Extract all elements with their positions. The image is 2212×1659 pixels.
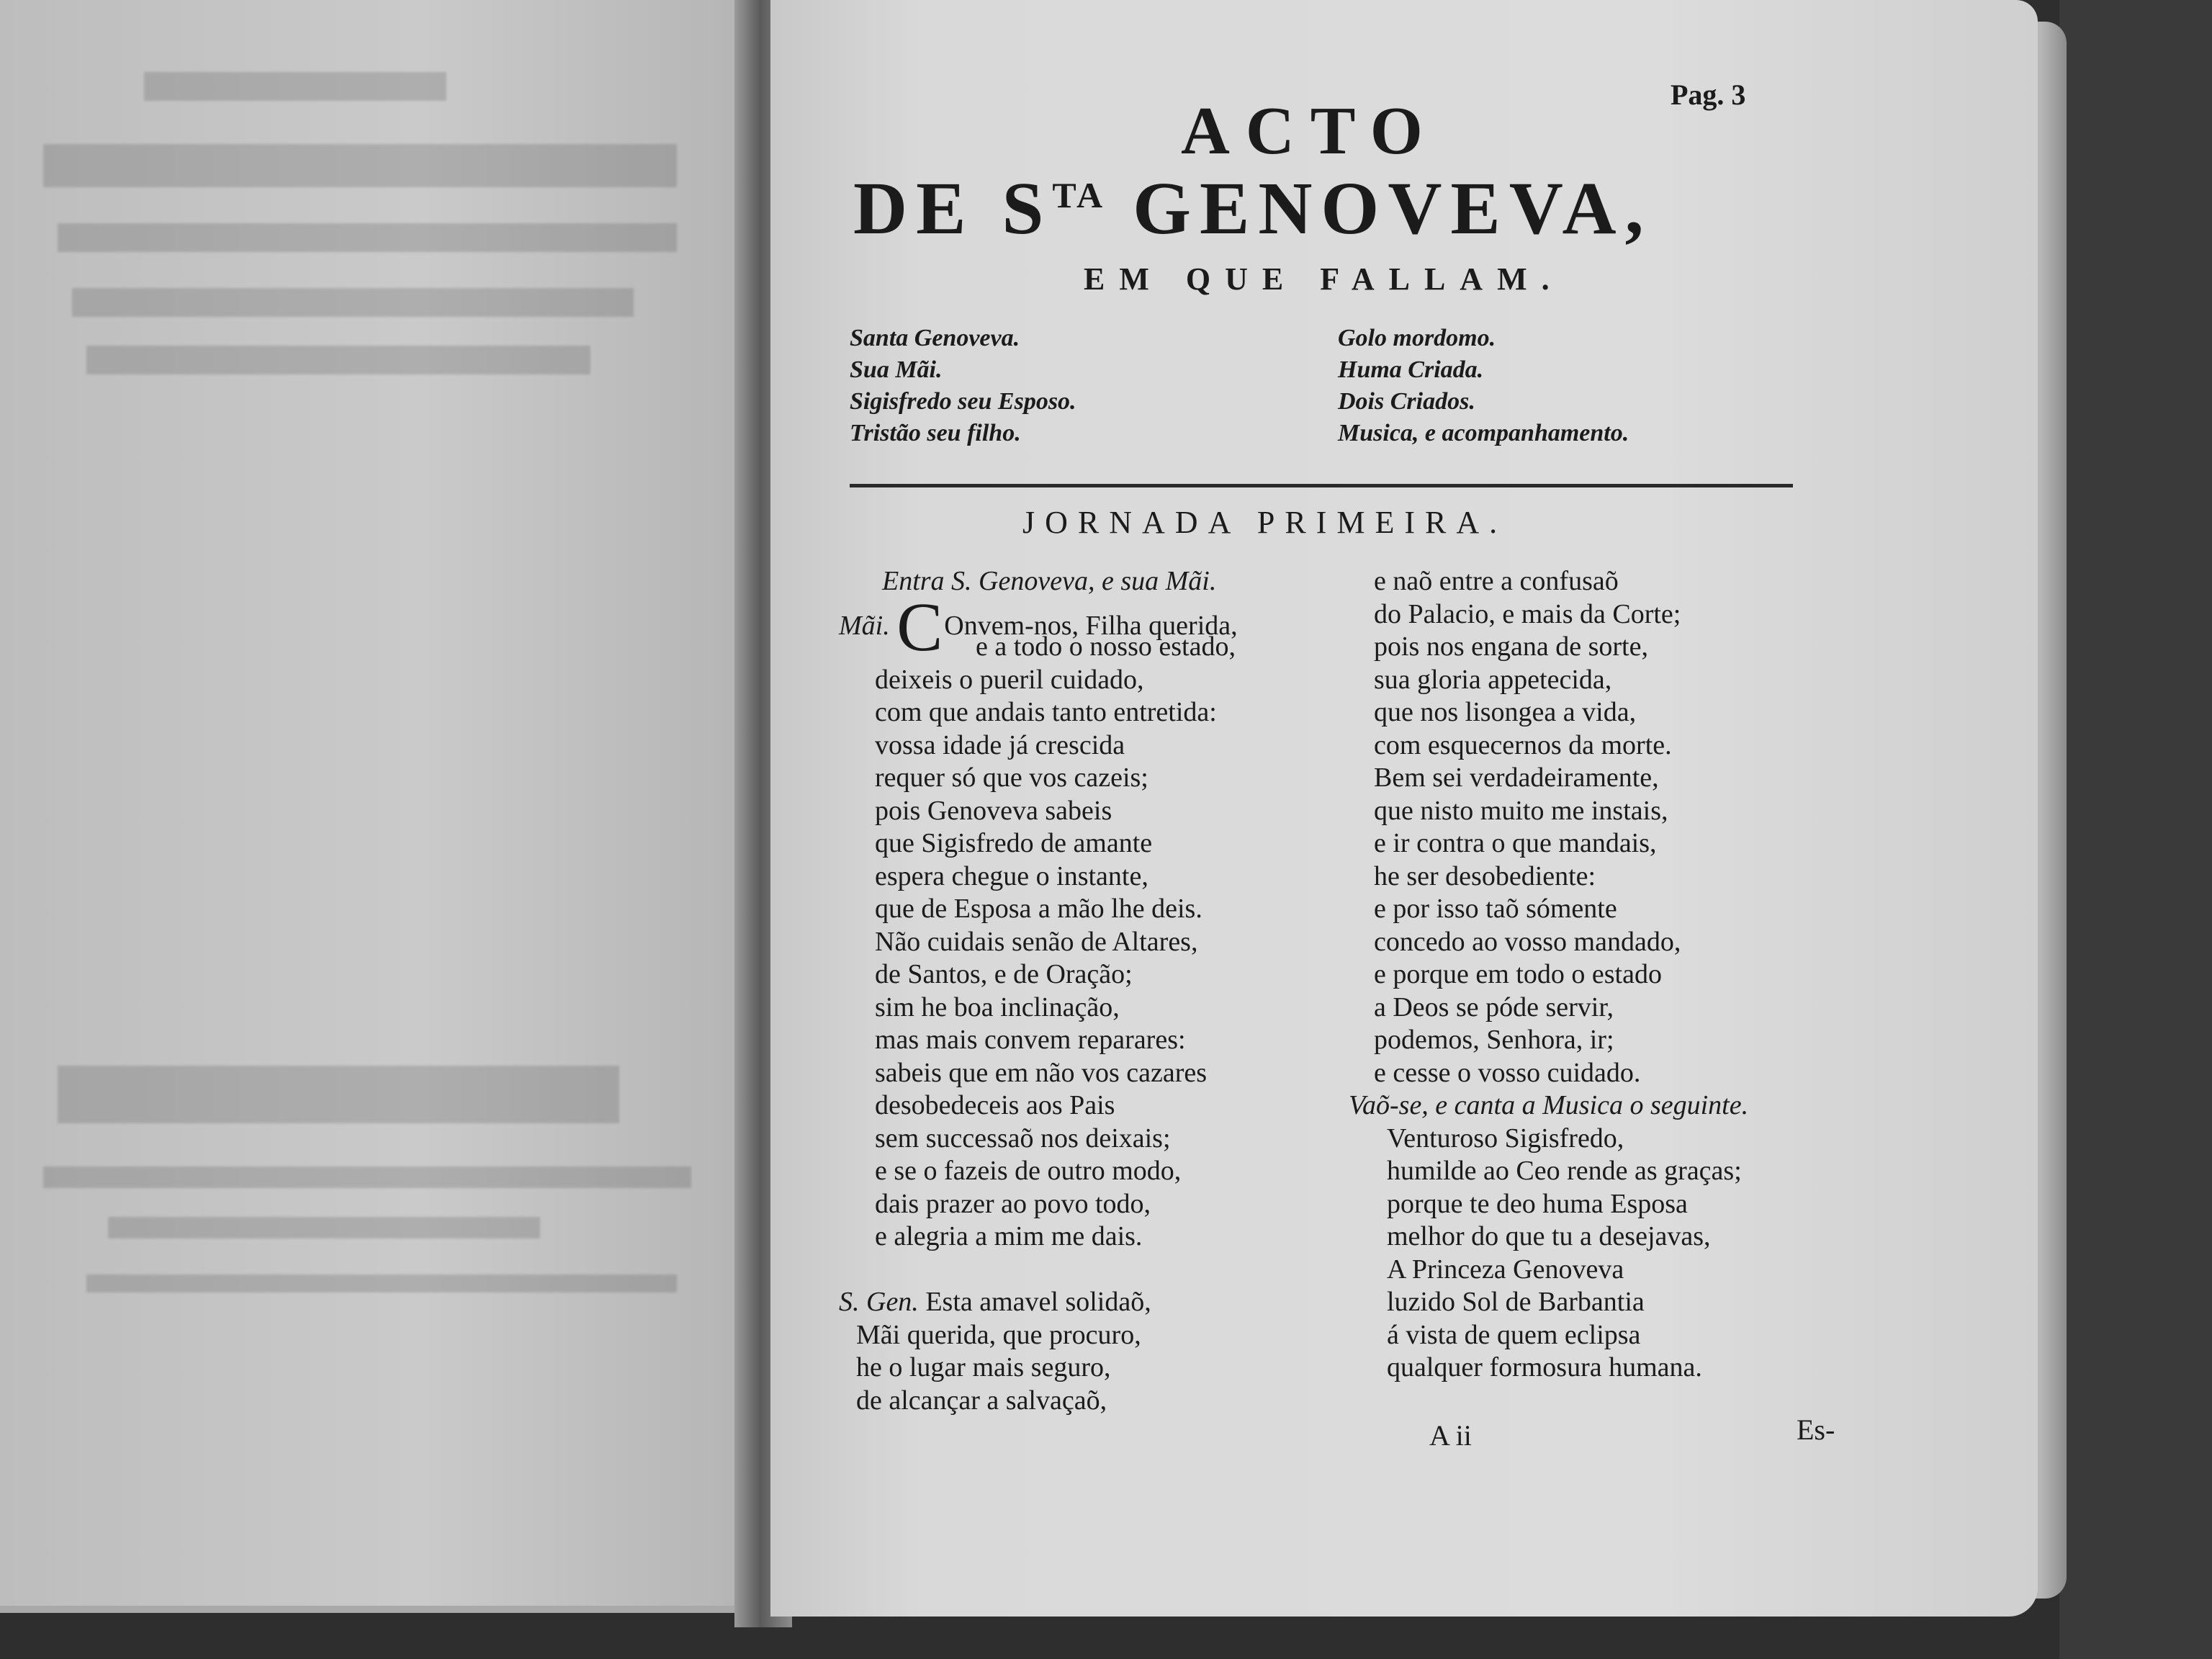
verse-line: com que andais tanto entretida: (875, 697, 1217, 727)
verse-line: sabeis que em não vos cazares (875, 1057, 1208, 1088)
verse-line: Bem sei verdadeiramente, (1374, 763, 1659, 793)
verse-line: desobedeceis aos Pais (875, 1090, 1115, 1120)
cast-item: Santa Genoveva. (850, 325, 1020, 351)
table-surface (2059, 0, 2212, 1659)
verse-line: de alcançar a salvaçaõ, (856, 1385, 1107, 1416)
title-line-2: DE $S^{TA}$ GENOVEVA, (853, 167, 1653, 250)
verse-line: que Sigisfredo de amante (875, 828, 1153, 858)
catchword: Es- (1797, 1413, 1835, 1446)
verse-line: pois Genoveva sabeis (875, 795, 1112, 826)
verse-line: e naõ entre a confusaõ (1374, 566, 1619, 596)
cast-item: Dois Criados. (1338, 388, 1475, 415)
verse-line: Não cuidais senão de Altares, (875, 926, 1198, 957)
title-line-1: ACTO (1181, 94, 1439, 168)
verse-line: vossa idade já crescida (875, 729, 1125, 760)
verse-line: e se o fazeis de outro modo, (875, 1156, 1182, 1186)
verse-line: A Princeza Genoveva (1387, 1254, 1624, 1285)
verse-line: he o lugar mais seguro, (856, 1352, 1111, 1382)
verse-line: requer só que vos cazeis; (875, 763, 1148, 793)
verse-line: de Santos, e de Oração; (875, 959, 1133, 989)
verse-line: porque te deo huma Esposa (1387, 1188, 1688, 1219)
verse-line: sua gloria appetecida, (1374, 664, 1612, 695)
verse-line: que nos lisongea a vida, (1374, 697, 1637, 727)
verse-line: e ir contra o que mandais, (1374, 828, 1657, 858)
section-heading: JORNADA PRIMEIRA. (1022, 505, 1508, 540)
verse-line: e alegria a mim me dais. (875, 1221, 1143, 1251)
verse-line: Mãi. COnvem-nos, Filha querida, (839, 588, 1238, 665)
bleed-through-ghost (0, 29, 749, 1397)
verse-line: e cesse o vosso cuidado. (1374, 1057, 1641, 1088)
verse-line: e porque em todo o estado (1374, 959, 1662, 989)
verse-line: S. Gen. Esta amavel solidaõ, (839, 1287, 1151, 1317)
verse-line: do Palacio, e mais da Corte; (1374, 598, 1681, 629)
stage-direction: Vaõ-se, e canta a Musica o seguinte. (1349, 1090, 1749, 1120)
verse-line: Mãi querida, que procuro, (856, 1319, 1141, 1350)
page-number: Pag. 3 (1671, 78, 1746, 111)
verse-column-1 (839, 565, 1238, 1417)
verse-line: que de Esposa a mão lhe deis. (875, 894, 1202, 924)
cast-list-left (850, 323, 1076, 449)
verse-line: he ser desobediente: (1374, 860, 1596, 891)
cast-item: Musica, e acompanhamento. (1338, 420, 1629, 446)
verse-line: Venturoso Sigisfredo, (1387, 1123, 1624, 1154)
verse-line: melhor do que tu a desejavas, (1387, 1221, 1711, 1251)
verse-line: deixeis o pueril cuidado, (875, 664, 1144, 695)
cast-item: Sigisfredo seu Esposo. (850, 388, 1076, 415)
cast-item: Huma Criada. (1338, 356, 1484, 383)
verse-line: podemos, Senhora, ir; (1374, 1025, 1614, 1055)
section-rule (850, 484, 1793, 487)
verse-line: humilde ao Ceo rende as graças; (1387, 1156, 1742, 1186)
speaker-label: Mãi. (839, 610, 890, 641)
verse-line: dais prazer ao povo todo, (875, 1188, 1151, 1219)
left-page (0, 0, 763, 1613)
stage-direction: Entra S. Genoveva, e sua Mãi. (882, 566, 1217, 596)
verse-line: e a todo o nosso estado, (976, 631, 1236, 662)
verse-line: sem successaõ nos deixais; (875, 1123, 1171, 1154)
verse-line: á vista de quem eclipsa (1387, 1319, 1641, 1350)
cast-item: Sua Mãi. (850, 356, 943, 383)
verse-line: luzido Sol de Barbantia (1387, 1287, 1645, 1317)
verse-line: e por isso taõ sómente (1374, 894, 1617, 924)
cast-item: Tristão seu filho. (850, 420, 1021, 446)
drop-cap: C (896, 588, 943, 665)
verse-line: pois nos engana de sorte, (1374, 631, 1648, 662)
signature-mark: A ii (1429, 1419, 1472, 1452)
cast-list-right (1338, 323, 1629, 449)
verse-line (839, 1254, 1238, 1287)
speaker-label: S. Gen. (839, 1287, 919, 1317)
verse-line: a Deos se póde servir, (1374, 992, 1614, 1022)
verse-line: sim he boa inclinação, (875, 992, 1120, 1022)
verse-line: que nisto muito me instais, (1374, 795, 1668, 826)
verse-column-2 (1349, 565, 1749, 1385)
verse-line: espera chegue o instante, (875, 860, 1148, 891)
cast-item: Golo mordomo. (1338, 325, 1496, 351)
verse-line: concedo ao vosso mandado, (1374, 926, 1681, 957)
verse-line: mas mais convem reparares: (875, 1025, 1186, 1055)
verse-line: com esquecernos da morte. (1374, 729, 1672, 760)
verse-line: qualquer formosura humana. (1387, 1352, 1702, 1382)
subtitle: EM QUE FALLAM. (1084, 261, 1564, 297)
